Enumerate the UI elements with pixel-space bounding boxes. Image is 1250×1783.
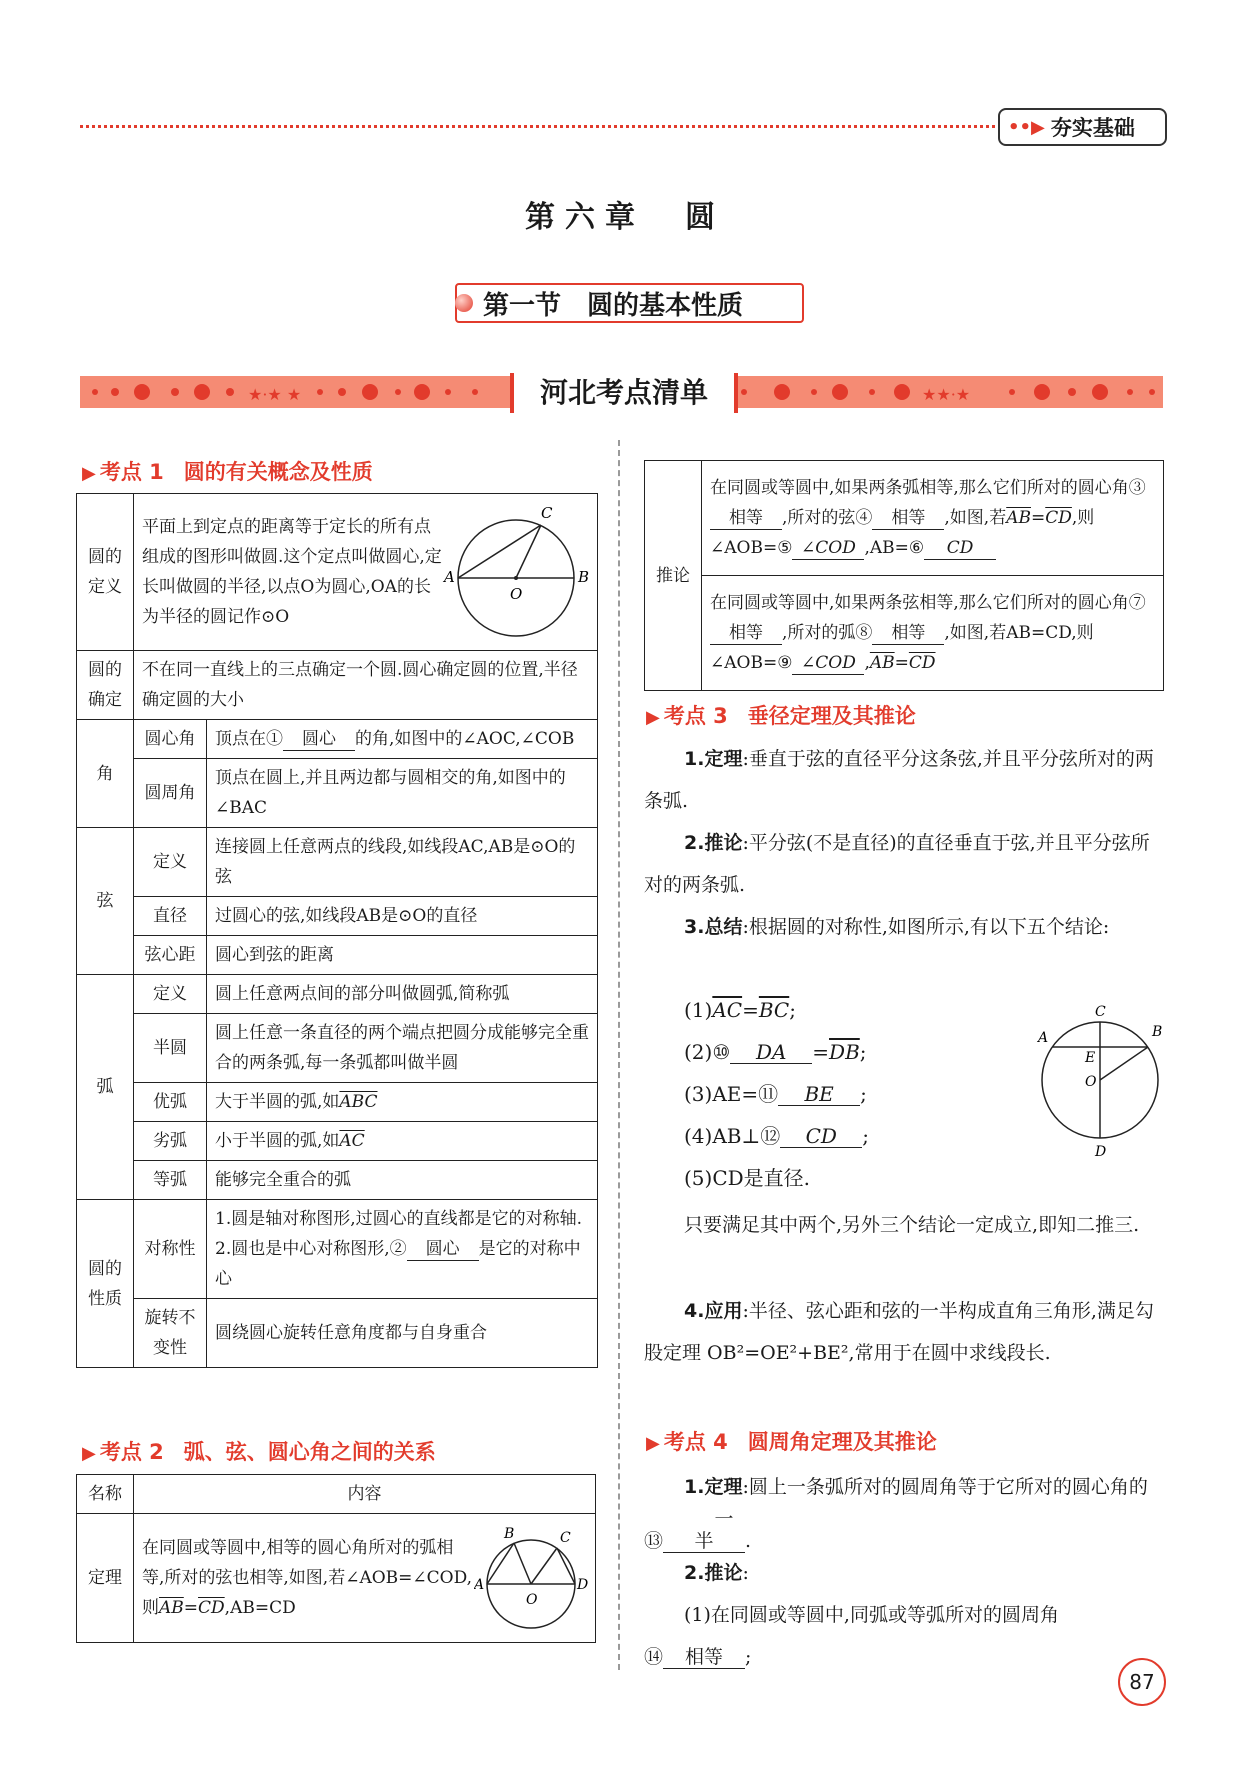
text: ,如图,若AB=CD,则∠AOB=⑨ [710,623,1094,673]
k1-label: 考点 1 [99,460,164,484]
answer-blank: 相等 [872,507,944,530]
k3-heading [646,700,916,730]
k2-title: 弧、弦、圆心角之间的关系 [183,1440,436,1464]
text: 在同圆或等圆中,如果两条弦相等,那么它们所对的圆心角⑦ [710,593,1146,613]
answer-blank: ∠COD [792,537,864,560]
answer-blank: 相等 [710,622,782,645]
row-body [207,1122,598,1161]
arc-symbol: $\overline{AC}$ [712,998,743,1022]
k3-item-1 [684,990,796,1030]
arc-symbol: $\overline{AB}$ [869,653,895,673]
k4-corollary-1-answer [644,1636,751,1678]
column-header: 名称 [77,1475,134,1514]
row-body: 圆绕圆心旋转任意角度都与自身重合 [207,1299,598,1368]
k3-title: 垂径定理及其推论 [747,704,916,728]
text: ; [860,1082,867,1106]
section-title-box [455,283,804,323]
text: ,则∠AOB=⑤ [710,508,1095,558]
k1-table [76,493,598,1368]
header-badge-label: 夯实基础 [1050,116,1135,140]
table-row [77,759,598,828]
table-row [77,1122,598,1161]
table-row [77,1514,596,1643]
text: :半径、弦心距和弦的一半构成直角三角形,满足勾股定理 OB²=OE²+BE²,常用于在圆中求线段长. [644,1300,1154,1364]
decoration-dots-icon [80,376,510,408]
arc-symbol: $\overline{DB}$ [829,1040,860,1064]
text: = [812,1040,830,1064]
text: :平分弦(不是直径)的直径垂直于弦,并且平分弦所对的两条弧. [644,832,1150,896]
column-header: 内容 [134,1475,596,1514]
text: = [183,1598,199,1618]
text: 大于半圆的弧,如 [215,1092,340,1112]
sub-head: 圆心角 [134,720,207,759]
arc-symbol: $\overline{AB}$ [159,1598,184,1618]
svg-text:★★·★: ★★·★ [922,385,971,404]
text: ; [859,1040,867,1064]
row-body [207,1200,598,1299]
table-row [77,494,598,651]
row-body: 连接圆上任意两点的线段,如线段AC,AB是⊙O的弦 [207,828,598,897]
row-body [207,1083,598,1122]
chapter-title: 第六章 圆 [525,200,725,235]
text: . [745,1530,752,1552]
text: 2.圆也是中心对称图形,② [215,1239,407,1259]
text: 在同圆或等圆中,相等的圆心角所对的弧相等,所对的弦也相等,如图,若∠AOB=∠COD,则 [142,1538,473,1618]
sub-head: 直径 [134,897,207,936]
answer-blank: CD [780,1125,862,1148]
answer-blank: 一半 [663,1508,745,1553]
text: 的角,如图中的∠AOC,∠COB [355,729,575,749]
k4-title: 圆周角定理及其推论 [747,1430,937,1454]
text: ; [745,1646,752,1668]
text: ,AB=⑥ [864,538,925,558]
answer-blank: 圆心 [283,728,355,751]
svg-text:C: C [541,504,553,522]
text: 在同圆或等圆中,如果两条弧相等,那么它们所对的圆心角③ [710,478,1146,498]
text: = [894,653,909,673]
sub-head: 等弧 [134,1161,207,1200]
k2-heading [82,1436,436,1466]
sub-head: 对称性 [134,1200,207,1299]
triangle-icon: ▶ [82,1443,96,1464]
row-body: 圆上任意一条直径的两个端点把圆分成能够完全重合的两条弧,每一条弧都叫做半圆 [207,1014,598,1083]
k4-label: 考点 4 [663,1430,728,1454]
row-body [134,494,598,651]
svg-text:B: B [1152,1024,1163,1040]
sub-head: 弦心距 [134,936,207,975]
label: 4.应用 [684,1300,743,1322]
text: :圆上一条弧所对的圆周角等于它所对的圆心角的⑬ [644,1476,1148,1552]
circle-definition-text: 平面上到定点的距离等于定长的所有点组成的图形叫做圆.这个定点叫做圆心,定长叫做圆的半径,以点O为圆心,OA的长为半径的圆记作⊙O [142,517,442,627]
arc-symbol: $\overline{CD}$ [1045,508,1072,528]
row-body [702,576,1164,691]
row-head: 弧 [77,975,134,1200]
text: :垂直于弦的直径平分这条弦,并且平分弦所对的两条弧. [644,748,1154,812]
answer-blank: 相等 [663,1646,745,1669]
triangle-icon: ▶ [646,1433,660,1454]
text: = [1031,508,1046,528]
svg-text:★·★ ★: ★·★ ★ [248,385,302,404]
k3-item-4 [684,1116,869,1156]
arc-symbol: $\overline{CD}$ [908,653,936,673]
svg-text:A: A [1038,1030,1049,1046]
banner-strip-right [732,376,1163,408]
table-row [77,936,598,975]
text: (3)AE=⑪ [684,1082,779,1106]
svg-text:O: O [526,1592,538,1608]
banner-title: 河北考点清单 [510,373,738,413]
svg-text:B: B [504,1526,515,1542]
k4-theorem [644,1466,1164,1562]
label: 2.推论 [684,832,743,854]
text: ,如图,若 [944,508,1007,528]
banner-strip-left [80,376,510,408]
circle-figure-3 [1030,1000,1170,1160]
row-body: 过圆心的弦,如线段AB是⊙O的直径 [207,897,598,936]
k1-heading [82,456,373,486]
answer-blank: BE [778,1083,860,1106]
k3-corollary [644,822,1164,906]
row-body: 顶点在圆上,并且两边都与圆相交的角,如图中的∠BAC [207,759,598,828]
table-row [77,1200,598,1299]
text: 1.圆是轴对称图形,过圆心的直线都是它的对称轴. [215,1209,583,1229]
label: 1.定理 [684,748,743,770]
arc-symbol: $\overline{AC}$ [339,1131,365,1151]
text: ,AB=CD [224,1598,296,1618]
text: (1)在同圆或等圆中,同弧或等弧所对的圆周角 [684,1604,1059,1626]
svg-text:D: D [577,1577,589,1593]
answer-blank: CD [924,537,996,560]
svg-text:A: A [444,568,455,586]
svg-text:O: O [1085,1074,1097,1090]
text: :根据圆的对称性,如图所示,有以下五个结论: [742,916,1110,938]
decoration-dots-icon [732,376,1163,408]
table-row [77,828,598,897]
section-title: 第一节 圆的基本性质 [483,290,744,321]
answer-blank: DA [730,1041,812,1064]
row-head: 圆的确定 [77,651,134,720]
text: 是它的对称中心 [215,1239,581,1289]
arc-symbol: $\overline{BC}$ [758,998,790,1022]
table-row [77,1014,598,1083]
header-dotted-rule [80,125,995,128]
table-row [645,576,1164,691]
answer-blank: ∠COD [792,652,864,675]
arc-symbol: $\overline{AB}$ [1006,508,1031,528]
text: ; [789,998,796,1022]
text [215,1234,589,1294]
table-row [77,1161,598,1200]
row-head: 圆的定义 [77,494,134,651]
table-row [77,720,598,759]
page-number: 87 [1118,1658,1166,1706]
svg-text:O: O [510,585,523,603]
row-head: 弦 [77,828,134,975]
triangle-icon: ▶ [646,707,660,728]
header-badge [998,108,1167,146]
text: (4)AB⊥⑫ [684,1124,781,1148]
text: ; [862,1124,870,1148]
row-body [702,461,1164,576]
text: = [742,998,759,1022]
row-head: 圆的性质 [77,1200,134,1368]
k2-table-continued [644,460,1164,691]
table-row [645,461,1164,576]
k2-label: 考点 2 [99,1440,164,1464]
bullet-ball-icon [455,294,473,312]
row-head: 推论 [645,461,702,691]
label: 1.定理 [684,1476,743,1498]
table-row [77,1299,598,1368]
sub-head: 优弧 [134,1083,207,1122]
k3-theorem [644,738,1164,822]
arc-symbol: $\overline{ABC}$ [339,1092,378,1112]
svg-text:B: B [578,568,590,586]
answer-blank: 相等 [872,622,944,645]
k3-note: 只要满足其中两个,另外三个结论一定成立,即知二推三. [684,1214,1140,1236]
svg-text:D: D [1095,1144,1107,1160]
table-row [77,975,598,1014]
row-body: 能够完全重合的弧 [207,1161,598,1200]
svg-text:E: E [1085,1050,1096,1066]
sub-head: 旋转不变性 [134,1299,207,1368]
table-row [77,1083,598,1122]
row-body: 不在同一直线上的三点确定一个圆.圆心确定圆的位置,半径确定圆的大小 [134,651,598,720]
sub-head: 圆周角 [134,759,207,828]
row-head: 定理 [77,1514,134,1643]
text: 小于半圆的弧,如 [215,1131,340,1151]
row-body [207,720,598,759]
sub-head: 定义 [134,975,207,1014]
k3-item-5: (5)CD是直径. [684,1166,811,1190]
table-row [77,651,598,720]
k3-summary [644,906,1164,948]
row-body [134,1514,596,1643]
text: 顶点在① [215,729,283,749]
sub-head: 劣弧 [134,1122,207,1161]
triangle-icon: ▶ [82,463,96,484]
row-body: 圆上任意两点间的部分叫做圆弧,简称弧 [207,975,598,1014]
svg-text:A: A [474,1577,485,1593]
label: 2.推论 [684,1562,743,1584]
svg-text:C: C [1095,1004,1106,1020]
text: (2)⑩ [684,1040,731,1064]
sub-head: 定义 [134,828,207,897]
sub-head: 半圆 [134,1014,207,1083]
k4-corollary-label [644,1552,1164,1594]
column-divider [618,440,620,1670]
answer-blank: 圆心 [407,1238,479,1261]
k3-item-2 [684,1032,867,1072]
svg-text:C: C [560,1530,571,1546]
text: , [864,653,870,673]
arc-symbol: $\overline{CD}$ [198,1598,225,1618]
table-row [77,1475,596,1514]
text: : [742,1562,749,1584]
k4-heading [646,1426,937,1456]
table-row [77,897,598,936]
row-head: 角 [77,720,134,828]
k1-title: 圆的有关概念及性质 [183,460,373,484]
label: 3.总结 [684,916,743,938]
circle-figure-1 [441,504,591,644]
row-body: 圆心到弦的距离 [207,936,598,975]
text: ⑭ [644,1646,664,1668]
double-arrow-icon: ••▶ [1008,116,1045,138]
answer-blank: 相等 [710,507,782,530]
k3-application [644,1290,1164,1374]
k4-corollary-1 [644,1594,1164,1636]
text: ,所对的弧⑧ [782,623,873,643]
k2-table [76,1474,596,1643]
k3-item-3 [684,1074,867,1114]
text: (1) [684,998,713,1022]
text: ,所对的弦④ [782,508,873,528]
k3-label: 考点 3 [663,704,728,728]
circle-figure-2 [474,1524,589,1634]
